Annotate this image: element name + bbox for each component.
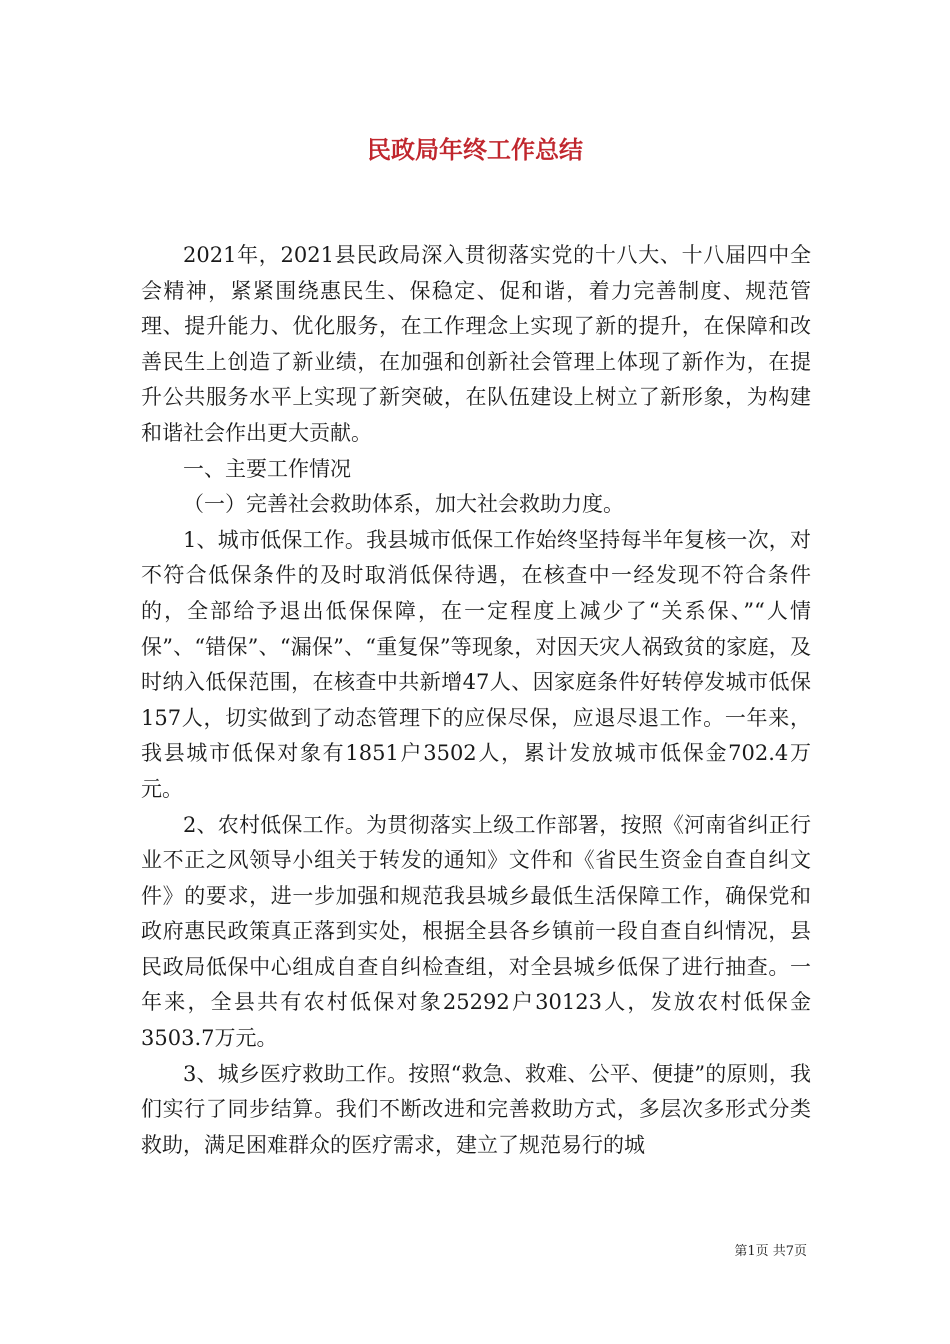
page-number: 第1页 共7页 [734,1244,807,1259]
section-heading: 一、主要工作情况 [183,456,351,481]
rural-subsistence-paragraph: 2、农村低保工作。为贯彻落实上级工作部署，按照《河南省纠正行业不正之风领导小组关于转发的通知》文件和《省民生资金自查自纠文件》的要求，进一步加强和规范我县城乡最低生活保障工作，确保党和政府惠民政策真正落到实处，根据全县各乡镇前一段自查自纠情况，县民政局低保中心组成自查自纠检查组，对全县城乡低保了进行抽查。一年来，全县共有农村低保对象25292户30123人，发放农村低保金3503.7万元。 [141,812,811,1051]
urban-subsistence-paragraph: 1、城市低保工作。我县城市低保工作始终坚持每半年复核一次，对不符合低保条件的及时取消低保待遇，在核查中一经发现不符合条件的，全部给予退出低保保障，在一定程度上减少了“关系保、”“人情保”、“错保”、“漏保”、“重复保”等现象，对因天灾人祸致贫的家庭，及时纳入低保范围，在核查中共新增47人、因家庭条件好转停发城市低保157人，切实做到了动态管理下的应保尽保，应退尽退工作。一年来，我县城市低保对象有1851户3502人，累计发放城市低保金702.4万元。 [141,527,811,801]
subsection-heading: （一）完善社会救助体系，加大社会救助力度。 [183,492,624,517]
page-title: 民政局年终工作总结 [367,135,583,164]
medical-aid-paragraph: 3、城乡医疗救助工作。按照“救急、救难、公平、便捷”的原则，我们实行了同步结算。我们不断改进和完善救助方式，多层次多形式分类救助，满足困难群众的医疗需求，建立了规范易行的城 [141,1061,811,1157]
intro-paragraph: 2021年，2021县民政局深入贯彻落实党的十八大、十八届四中全会精神，紧紧围绕惠民生、保稳定、促和谐，着力完善制度、规范管理、提升能力、优化服务，在工作理念上实现了新的提升，在保障和改善民生上创造了新业绩，在加强和创新社会管理上体现了新作为，在提升公共服务水平上实现了新突破，在队伍建设上树立了新形象，为构建和谐社会作出更大贡献。 [141,243,811,445]
document-body [141,238,811,1163]
